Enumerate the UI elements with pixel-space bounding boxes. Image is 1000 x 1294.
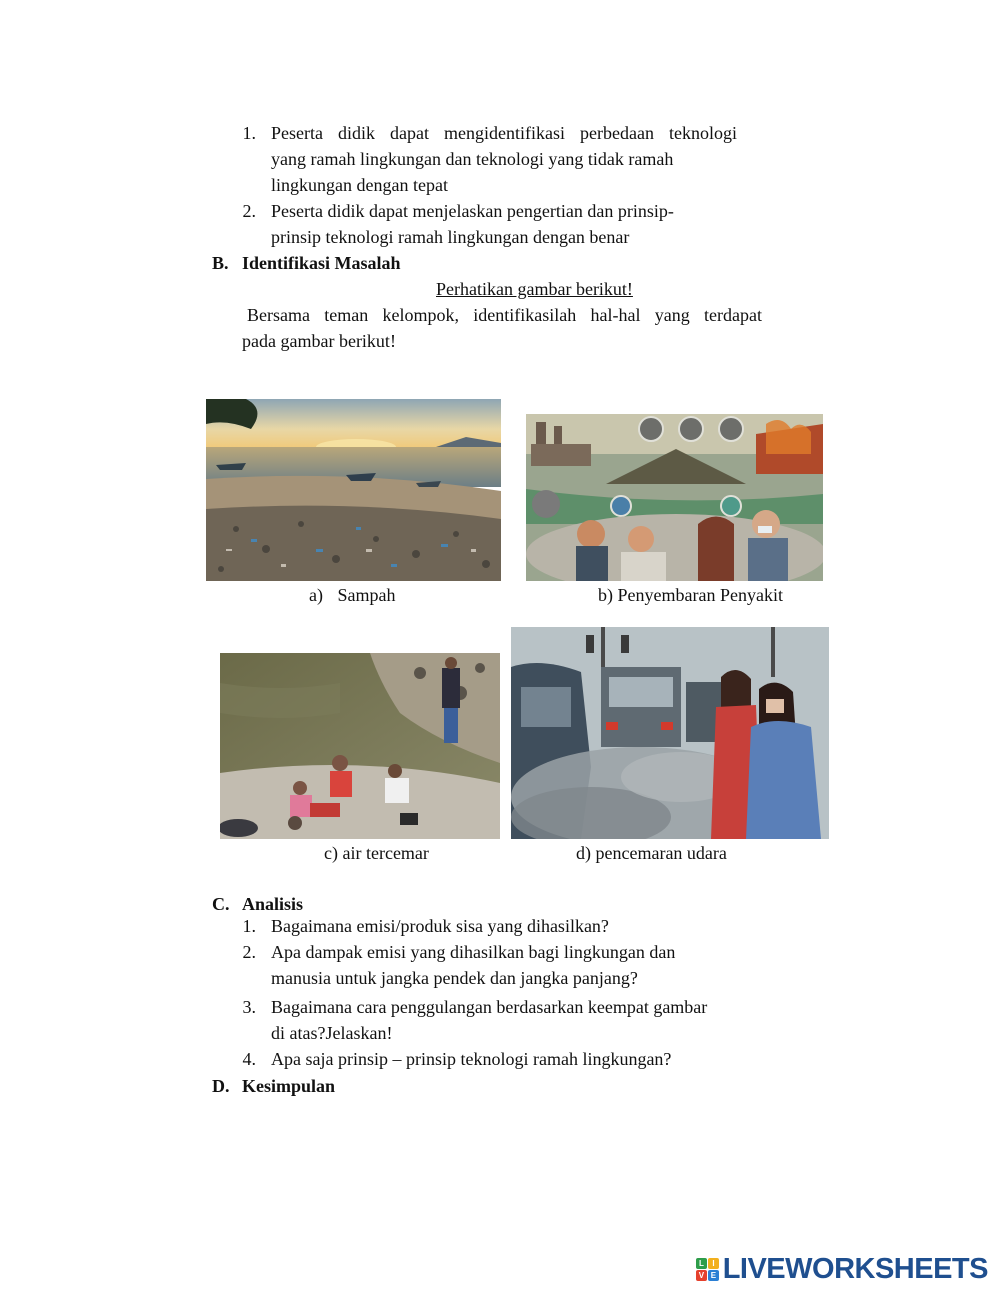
section-letter: D. (212, 1076, 230, 1096)
question-number: 2. (242, 942, 256, 962)
image-air-pollution (511, 627, 829, 839)
section-letter: C. (212, 894, 230, 914)
section-title: Kesimpulan (242, 1076, 336, 1096)
paragraph-line: pada gambar berikut! (242, 331, 396, 351)
objective-line: Peserta didik dapat mengidentifikasi perbedaan teknologi (271, 123, 737, 143)
question-line: Bagaimana cara penggulangan berdasarkan keempat gambar (271, 997, 708, 1017)
caption-b: b) Penyembaran Penyakit (598, 585, 783, 605)
instruction-text: Perhatikan gambar berikut! (436, 279, 633, 299)
question-number: 1. (242, 916, 256, 936)
objective-line: yang ramah lingkungan dan teknologi yang tidak ramah (271, 149, 674, 169)
brand-name: LIVEWORKSHEETS (722, 1252, 988, 1285)
logo-letter: E (708, 1270, 719, 1281)
question-line: di atas?Jelaskan! (271, 1023, 393, 1043)
section-letter: B. (212, 253, 229, 273)
image-disease-spread (526, 414, 823, 581)
liveworksheets-logo-icon (696, 1258, 719, 1281)
caption-a (309, 584, 395, 606)
section-title: Analisis (242, 894, 304, 914)
objective-line: Peserta didik dapat menjelaskan pengertian dan prinsip- (271, 201, 674, 221)
logo-letter: V (696, 1270, 707, 1281)
question-line: Bagaimana emisi/produk sisa yang dihasilkan? (271, 916, 609, 936)
objective-line: prinsip teknologi ramah lingkungan dengan benar (271, 227, 630, 247)
logo-letter: L (696, 1258, 707, 1269)
objective-number: 2. (242, 201, 256, 221)
image-garbage-beach (206, 399, 501, 581)
question-line: Apa dampak emisi yang dihasilkan bagi lingkungan dan (271, 942, 676, 962)
question-number: 3. (242, 997, 256, 1017)
objective-line: lingkungan dengan tepat (271, 175, 448, 195)
paragraph-line: Bersama teman kelompok, identifikasilah hal-hal yang terdapat (247, 305, 762, 325)
image-polluted-water (220, 653, 500, 839)
question-number: 4. (242, 1049, 256, 1069)
objective-number: 1. (242, 123, 256, 143)
question-line: manusia untuk jangka pendek dan jangka panjang? (271, 968, 638, 988)
question-line: Apa saja prinsip – prinsip teknologi ramah lingkungan? (271, 1049, 672, 1069)
caption-c: c) air tercemar (324, 843, 429, 863)
caption-text: Sampah (337, 585, 396, 605)
caption-d: d) pencemaran udara (576, 843, 727, 863)
section-title: Identifikasi Masalah (242, 253, 401, 273)
caption-letter: a) (309, 585, 323, 605)
liveworksheets-brand[interactable] (696, 1252, 988, 1286)
logo-letter: I (708, 1258, 719, 1269)
